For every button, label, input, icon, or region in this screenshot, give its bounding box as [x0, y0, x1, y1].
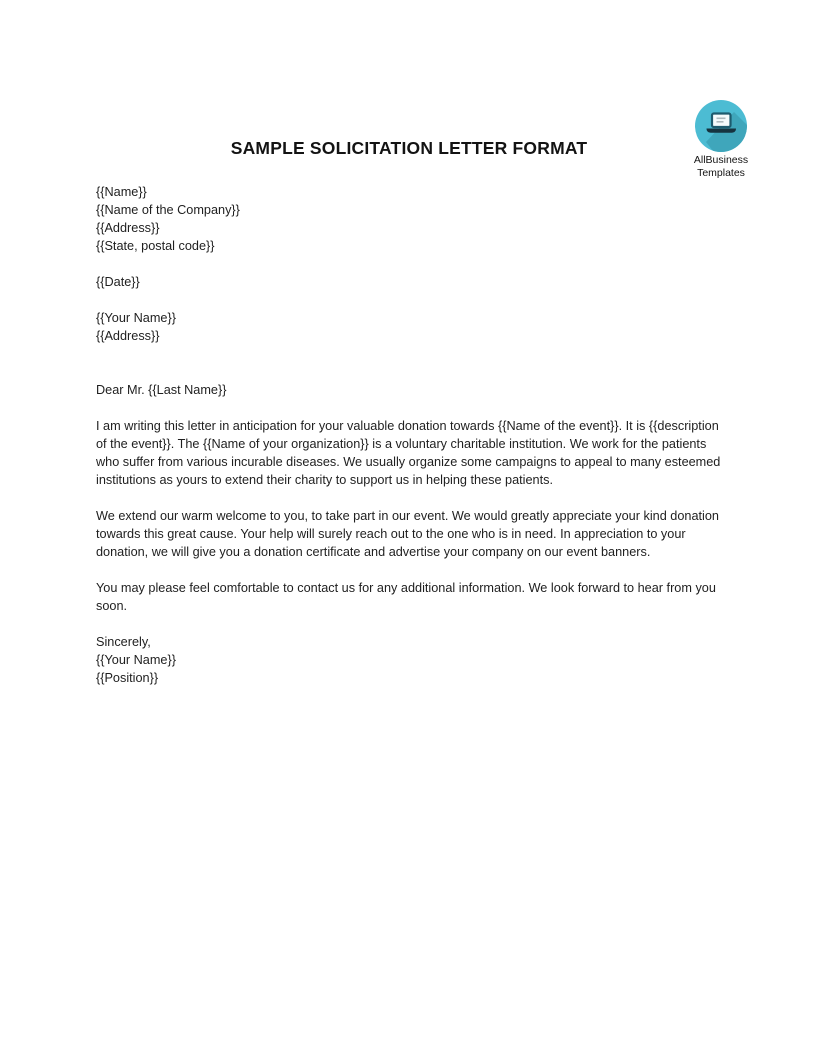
recipient-company-line: {{Name of the Company}}	[96, 203, 240, 217]
recipient-name-line: {{Name}}	[96, 185, 147, 199]
letter-body	[96, 183, 722, 705]
salutation	[96, 381, 722, 399]
paragraph-2: We extend our warm welcome to you, to take part in our event. We would greatly appreciate your kind donation towards this great cause. Your help will surely reach out to the one who is in need. In appreciation to your donation, we will give you a donation certificate and advertise your company on our event banners.	[96, 509, 719, 559]
brand-name-line2: Templates	[697, 166, 745, 179]
paragraph-1: I am writing this letter in anticipation for your valuable donation towards {{Name of the event}}. It is {{description of the event}}. The {{Name of your organization}} is a voluntary charitable institution. We work for the patients who suffer from various incurable diseases. We usually organize some campaigns to appeal to many esteemed institutions as yours to extend their charity to support us in helping these patients.	[96, 419, 721, 487]
sender-address-line: {{Address}}	[96, 329, 160, 343]
date-placeholder: {{Date}}	[96, 275, 140, 289]
recipient-state-line: {{State, postal code}}	[96, 239, 215, 253]
laptop-base	[707, 129, 737, 133]
laptop-screen-line2	[717, 121, 724, 123]
brand-name-line1: AllBusiness	[693, 154, 749, 166]
sender-block	[96, 309, 722, 345]
paragraph-3: You may please feel comfortable to contact us for any additional information. We look forward to hear from you soon.	[96, 581, 716, 613]
closing-line: Sincerely,	[96, 635, 151, 649]
salutation-line: Dear Mr. {{Last Name}}	[96, 383, 227, 397]
document-title: SAMPLE SOLICITATION LETTER FORMAT	[230, 138, 588, 158]
recipient-address-line: {{Address}}	[96, 221, 160, 235]
laptop-screen-line1	[717, 118, 726, 120]
signature-name-line: {{Your Name}}	[96, 653, 176, 667]
laptop-screen	[712, 114, 731, 128]
signature-block	[96, 633, 722, 687]
date-line	[96, 273, 722, 291]
signature-position-line: {{Position}}	[96, 671, 159, 685]
sender-name-line: {{Your Name}}	[96, 311, 176, 325]
recipient-block	[96, 183, 722, 255]
